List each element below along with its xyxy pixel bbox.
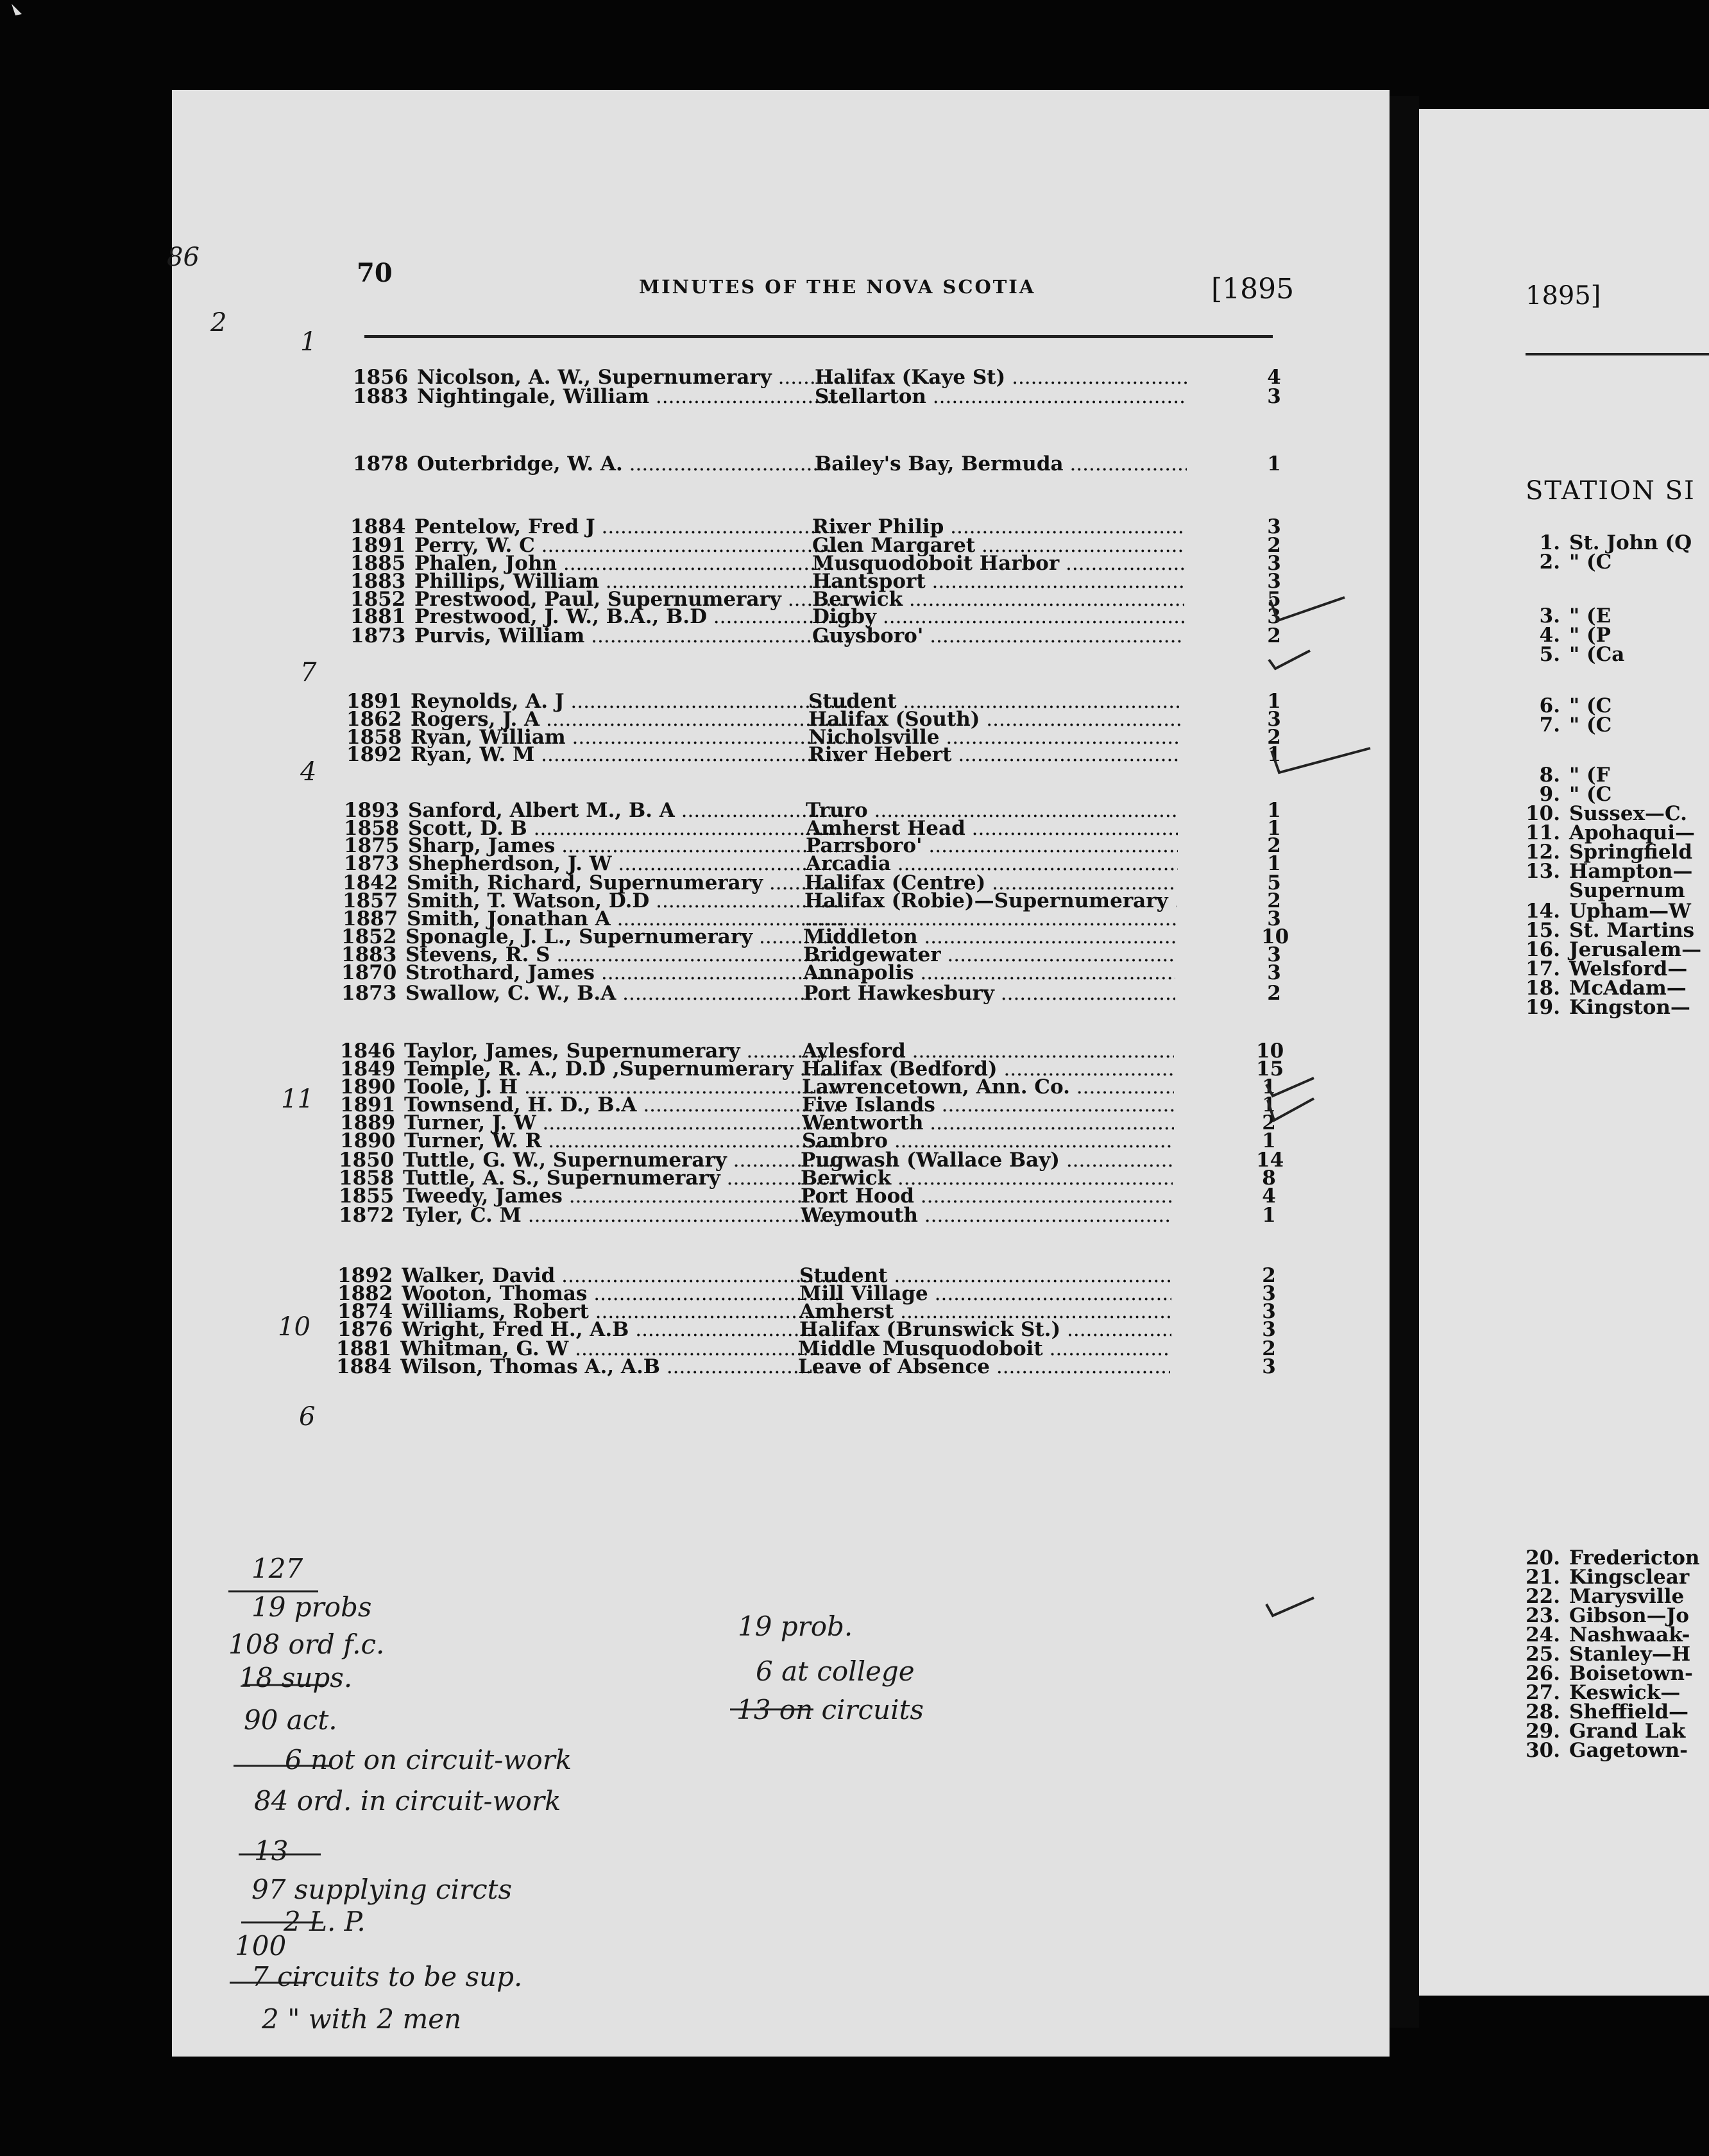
entry-name: Perry, W. C .....: [414, 534, 851, 557]
entry-years: 10: [1256, 1040, 1284, 1063]
entry-name: Scott, D. B .....: [408, 817, 844, 840]
tally-line: 19 probs: [251, 1591, 372, 1623]
station-number: 22.: [1526, 1585, 1560, 1608]
corner-mark-icon: [0, 0, 38, 38]
entry-station: Bailey's Bay, Bermuda .....: [815, 452, 1187, 475]
entry-name: Outerbridge, W. A. .....: [417, 452, 853, 475]
entry-station: Middle Musquodoboit .....: [798, 1337, 1170, 1360]
page-number: 70: [357, 258, 393, 288]
margin-count: 4: [300, 757, 317, 787]
station-number: 25.: [1526, 1643, 1560, 1666]
entry-name: Wright, Fred H., A.B .....: [402, 1318, 838, 1341]
entry-years: 1: [1267, 799, 1281, 822]
station-number: 15.: [1526, 919, 1560, 942]
entry-station: Berwick .....: [812, 588, 1184, 611]
entry-years: 1: [1267, 690, 1281, 713]
station-name: " (C: [1569, 783, 1612, 806]
station-number: 21.: [1526, 1566, 1560, 1589]
entry-name: Sponagle, J. L., Supernumerary .....: [405, 925, 842, 948]
entry-name: Swallow, C. W., B.A .....: [405, 982, 842, 1005]
station-number: 11.: [1526, 821, 1560, 844]
margin-count: 10: [278, 1312, 310, 1342]
left-page: [167, 90, 1390, 2057]
entry-years: 1: [1262, 1129, 1276, 1152]
station-name: Apohaqui—: [1569, 821, 1696, 844]
entry-years: 4: [1262, 1185, 1276, 1208]
tally-line: 2 " with 2 men: [262, 2003, 462, 2035]
station-name: Sheffield—: [1569, 1700, 1689, 1724]
entry-year: 1883: [341, 943, 397, 966]
entry-years: 1: [1267, 817, 1281, 840]
entry-station: Parrsboro' .....: [806, 834, 1178, 857]
margin-count: 1: [300, 327, 317, 357]
entry-name: Tweedy, James .....: [403, 1185, 839, 1208]
entry-years: 2: [1262, 1111, 1276, 1134]
running-head: MINUTES OF THE NOVA SCOTIA: [639, 276, 1036, 298]
station-name: Supernum: [1569, 879, 1685, 902]
entry-years: 1: [1267, 852, 1281, 875]
entry-name: Walker, David .....: [402, 1264, 838, 1287]
entry-station: Digby .....: [812, 605, 1184, 628]
station-name: Marysville: [1569, 1585, 1685, 1608]
tally-line: 13 on circuits: [736, 1694, 924, 1725]
entry-station: Hantsport .....: [812, 570, 1184, 593]
tally-line: 127: [251, 1553, 303, 1584]
station-number: 18.: [1526, 977, 1560, 1000]
entry-years: 15: [1256, 1057, 1284, 1081]
margin-count: 2: [210, 308, 227, 338]
station-number: 7.: [1539, 714, 1560, 737]
entry-years: 2: [1262, 1264, 1276, 1287]
entry-year: 1887: [343, 907, 398, 930]
tally-line: 100: [235, 1930, 287, 1962]
entry-station: Arcadia .....: [806, 852, 1178, 875]
entry-years: 1: [1267, 743, 1281, 766]
station-number: 3.: [1539, 604, 1560, 628]
entry-name: Tyler, C. M .....: [403, 1204, 839, 1227]
entry-years: 14: [1256, 1149, 1284, 1172]
tally-line: 19 prob.: [738, 1611, 853, 1642]
entry-years: 1: [1262, 1204, 1276, 1227]
station-number: 12.: [1526, 841, 1560, 864]
tally-line: 90 act.: [244, 1704, 337, 1736]
entry-name: Whitman, G. W .....: [400, 1337, 837, 1360]
entry-station: Middleton .....: [803, 925, 1175, 948]
station-number: 30.: [1526, 1739, 1560, 1762]
entry-name: Wilson, Thomas A., A.B .....: [400, 1355, 837, 1378]
tally-line: 6 not on circuit-work: [285, 1744, 572, 1775]
entry-year: 1890: [340, 1075, 396, 1099]
tally-line: 6 at college: [756, 1656, 915, 1687]
entry-year: 1883: [350, 570, 406, 593]
entry-name: Nicolson, A. W., Supernumerary .....: [417, 366, 853, 389]
station-number: 26.: [1526, 1662, 1560, 1685]
page-year: [1895: [1211, 273, 1295, 305]
entry-station: Musquodoboit Harbor .....: [812, 552, 1184, 575]
entry-year: 1846: [340, 1040, 396, 1063]
station-number: 14.: [1526, 900, 1560, 923]
binding-gutter: [1390, 96, 1419, 2028]
station-row: [1509, 643, 1624, 666]
entry-name: Prestwood, J. W., B.A., B.D .....: [414, 605, 851, 628]
right-heading: STATION SI: [1526, 476, 1696, 506]
entry-station: Weymouth .....: [801, 1204, 1173, 1227]
entry-name: Purvis, William .....: [414, 624, 851, 647]
station-row: [1509, 996, 1690, 1019]
entry-years: 3: [1262, 1318, 1276, 1341]
tally-line: 13: [254, 1835, 289, 1867]
entry-name: Tuttle, G. W., Supernumerary .....: [403, 1149, 839, 1172]
entry-year: 1876: [337, 1318, 393, 1341]
entry-years: 3: [1262, 1300, 1276, 1323]
entry-year: 1881: [350, 605, 406, 628]
entry-year: 1850: [339, 1149, 395, 1172]
station-row: [1509, 714, 1611, 737]
entry-station: Lawrencetown, Ann. Co. .....: [802, 1075, 1174, 1099]
station-row: [1509, 551, 1611, 574]
station-name: Welsford—: [1569, 957, 1688, 980]
station-number: 27.: [1526, 1681, 1560, 1704]
station-name: Hampton—: [1569, 860, 1693, 883]
station-name: Gagetown-: [1569, 1739, 1688, 1762]
entry-station: Leave of Absence .....: [798, 1355, 1170, 1378]
tally-line: 84 ord. in circuit-work: [254, 1785, 561, 1817]
entry-year: 1891: [340, 1093, 396, 1116]
entry-station: Halifax (Brunswick St.) .....: [799, 1318, 1171, 1341]
entry-years: 3: [1267, 708, 1281, 731]
entry-years: 5: [1267, 588, 1281, 611]
right-page-year: 1895]: [1526, 281, 1601, 311]
entry-year: 1872: [339, 1204, 395, 1227]
entry-years: 3: [1267, 552, 1281, 575]
station-name: " (P: [1569, 624, 1611, 647]
entry-name: Ryan, W. M .....: [411, 743, 847, 766]
entry-year: 1874: [337, 1300, 393, 1323]
station-name: " (F: [1569, 764, 1610, 787]
station-name: " (C: [1569, 694, 1612, 717]
entry-name: Rogers, J. A .....: [411, 708, 847, 731]
entry-station: Student .....: [808, 690, 1180, 713]
entry-years: 2: [1262, 1337, 1276, 1360]
entry-name: Wooton, Thomas .....: [402, 1282, 838, 1305]
entry-station: Pugwash (Wallace Bay) .....: [801, 1149, 1173, 1172]
entry-station: Guysboro' .....: [812, 624, 1184, 647]
entry-year: 1875: [344, 834, 400, 857]
entry-year: 1889: [340, 1111, 396, 1134]
station-name: " (E: [1569, 604, 1611, 628]
entry-year: 1842: [343, 871, 398, 894]
entry-year: 1856: [353, 366, 409, 389]
entry-years: 2: [1267, 889, 1281, 912]
entry-name: Ryan, William .....: [411, 726, 847, 749]
entry-year: 1885: [350, 552, 406, 575]
entry-name: Phillips, William .....: [414, 570, 851, 593]
station-name: Gibson—Jo: [1569, 1604, 1689, 1627]
entry-station: Mill Village .....: [799, 1282, 1171, 1305]
station-row: [1509, 1739, 1688, 1762]
entry-station: Halifax (Kaye St) .....: [815, 366, 1187, 389]
entry-name: Temple, R. A., D.D ,Supernumerary .....: [404, 1057, 840, 1081]
margin-count: 11: [281, 1084, 314, 1114]
station-number: 2.: [1539, 551, 1560, 574]
entry-name: Smith, T. Watson, D.D .....: [407, 889, 843, 912]
entry-station: Bridgewater .....: [803, 943, 1175, 966]
tally-line: 2 L. P.: [284, 1906, 366, 1937]
entry-name: Stevens, R. S .....: [405, 943, 842, 966]
entry-station: Nicholsville .....: [808, 726, 1180, 749]
right-header-rule: [1526, 353, 1709, 355]
entry-name: Smith, Jonathan A .....: [407, 907, 843, 930]
station-row: [1509, 879, 1685, 902]
entry-year: 1852: [341, 925, 397, 948]
entry-years: 5: [1267, 871, 1281, 894]
station-name: McAdam—: [1569, 977, 1687, 1000]
entry-year: 1884: [350, 515, 406, 538]
entry-year: 1852: [350, 588, 406, 611]
entry-name: Taylor, James, Supernumerary .....: [404, 1040, 840, 1063]
entry-year: 1873: [350, 624, 406, 647]
entry-year: 1873: [344, 852, 400, 875]
entry-years: 4: [1267, 366, 1281, 389]
entry-years: 3: [1267, 385, 1281, 408]
station-number: 16.: [1526, 938, 1560, 961]
entry-years: 2: [1267, 982, 1281, 1005]
entry-station: Five Islands .....: [802, 1093, 1174, 1116]
entry-year: 1857: [343, 889, 398, 912]
entry-year: 1882: [337, 1282, 393, 1305]
station-name: St. Martins: [1569, 919, 1695, 942]
station-number: 10.: [1526, 802, 1560, 825]
entry-name: Williams, Robert .....: [402, 1300, 838, 1323]
station-name: Boisetown-: [1569, 1662, 1693, 1685]
entry-station: Halifax (Centre) .....: [804, 871, 1177, 894]
entry-year: 1891: [350, 534, 406, 557]
station-name: Sussex—C.: [1569, 802, 1687, 825]
station-name: " (C: [1569, 714, 1612, 737]
entry-station: Halifax (Bedford) .....: [802, 1057, 1174, 1081]
station-name: Upham—W: [1569, 900, 1691, 923]
entry-years: 2: [1267, 624, 1281, 647]
entry-year: 1858: [339, 1167, 395, 1190]
entry-year: 1858: [346, 726, 402, 749]
entry-year: 1870: [341, 961, 397, 984]
entry-station: Aylesford .....: [802, 1040, 1174, 1063]
station-name: Stanley—H: [1569, 1643, 1691, 1666]
entry-years: 2: [1267, 834, 1281, 857]
entry-years: 1: [1267, 452, 1281, 475]
entry-year: 1893: [344, 799, 400, 822]
station-number: 19.: [1526, 996, 1560, 1019]
entry-year: 1892: [337, 1264, 393, 1287]
entry-station: Port Hawkesbury .....: [803, 982, 1175, 1005]
station-name: Nashwaak-: [1569, 1623, 1690, 1647]
entry-year: 1862: [346, 708, 402, 731]
entry-years: 1: [1262, 1075, 1276, 1099]
entry-station: Student .....: [799, 1264, 1171, 1287]
right-page: [1419, 109, 1709, 1996]
entry-station: Halifax (Robie)—Supernumerary .....: [804, 889, 1177, 912]
entry-name: Pentelow, Fred J .....: [414, 515, 851, 538]
entry-year: 1891: [346, 690, 402, 713]
entry-name: Prestwood, Paul, Supernumerary .....: [414, 588, 851, 611]
entry-year: 1884: [336, 1355, 392, 1378]
entry-years: 3: [1267, 570, 1281, 593]
tally-line: 7 circuits to be sup.: [251, 1961, 523, 1992]
tally-line: 108 ord f.c.: [228, 1629, 385, 1660]
entry-name: Strothard, James .....: [405, 961, 842, 984]
entry-station: Amherst Head .....: [806, 817, 1178, 840]
station-name: Kingston—: [1569, 996, 1690, 1019]
station-name: Fredericton: [1569, 1546, 1700, 1570]
entry-name: Sharp, James .....: [408, 834, 844, 857]
entry-station: Annapolis .....: [803, 961, 1175, 984]
station-number: 29.: [1526, 1720, 1560, 1743]
station-number: 23.: [1526, 1604, 1560, 1627]
entry-name: Toole, J. H .....: [404, 1075, 840, 1099]
station-name: St. John (Q: [1569, 531, 1692, 554]
entry-station: Port Hood .....: [801, 1185, 1173, 1208]
station-number: 8.: [1539, 764, 1560, 787]
entry-name: Smith, Richard, Supernumerary .....: [407, 871, 843, 894]
station-number: 13.: [1526, 860, 1560, 883]
entry-years: 8: [1262, 1167, 1276, 1190]
entry-name: Shepherdson, J. W .....: [408, 852, 844, 875]
entry-name: Sanford, Albert M., B. A .....: [408, 799, 844, 822]
tally-line: 18 sups.: [239, 1662, 353, 1693]
entry-year: 1892: [346, 743, 402, 766]
station-name: Keswick—: [1569, 1681, 1681, 1704]
tally-line: 97 supplying circts: [251, 1874, 513, 1905]
station-number: 17.: [1526, 957, 1560, 980]
entry-station: Sambro .....: [802, 1129, 1174, 1152]
station-number: 28.: [1526, 1700, 1560, 1724]
station-number: 1.: [1539, 531, 1560, 554]
entry-year: 1878: [353, 452, 409, 475]
entry-year: 1858: [344, 817, 400, 840]
entry-year: 1855: [339, 1185, 395, 1208]
entry-years: 2: [1267, 726, 1281, 749]
entry-station: Glen Margaret .....: [812, 534, 1184, 557]
station-name: " (C: [1569, 551, 1612, 574]
entry-years: 3: [1267, 961, 1281, 984]
entry-station: River Hebert .....: [808, 743, 1180, 766]
entry-years: 10: [1261, 925, 1289, 948]
entry-name: Turner, W. R .....: [404, 1129, 840, 1152]
entry-years: 3: [1267, 515, 1281, 538]
entry-year: 1883: [353, 385, 409, 408]
entry-years: 3: [1267, 907, 1281, 930]
entry-year: 1873: [341, 982, 397, 1005]
entry-name: Turner, J. W .....: [404, 1111, 840, 1134]
entry-years: 3: [1262, 1355, 1276, 1378]
station-name: " (Ca: [1569, 643, 1625, 666]
entry-years: 3: [1262, 1282, 1276, 1305]
station-number: 4.: [1539, 624, 1560, 647]
entry-name: Townsend, H. D., B.A .....: [404, 1093, 840, 1116]
station-name: Jerusalem—: [1569, 938, 1702, 961]
station-name: Springfield: [1569, 841, 1693, 864]
entry-years: 3: [1267, 943, 1281, 966]
margin-count: 86: [167, 243, 200, 272]
entry-year: 1849: [340, 1057, 396, 1081]
station-number: 24.: [1526, 1623, 1560, 1647]
entry-station: Berwick .....: [801, 1167, 1173, 1190]
entry-year: 1881: [336, 1337, 392, 1360]
entry-name: Phalen, John .....: [414, 552, 851, 575]
entry-station: Amherst .....: [799, 1300, 1171, 1323]
margin-count: 6: [299, 1402, 316, 1432]
station-name: Kingsclear: [1569, 1566, 1690, 1589]
entry-years: 2: [1267, 534, 1281, 557]
station-number: 9.: [1539, 783, 1560, 806]
entry-station: Truro .....: [806, 799, 1178, 822]
entry-name: Reynolds, A. J .....: [411, 690, 847, 713]
entry-years: 3: [1267, 605, 1281, 628]
margin-count: 7: [300, 658, 317, 687]
entry-year: 1890: [340, 1129, 396, 1152]
entry-station: Halifax (South) .....: [808, 708, 1180, 731]
station-name: Grand Lak: [1569, 1720, 1686, 1743]
entry-station: Wentworth .....: [802, 1111, 1174, 1134]
station-number: 20.: [1526, 1546, 1560, 1570]
entry-name: Nightingale, William .....: [417, 385, 853, 408]
entry-station: River Philip .....: [812, 515, 1184, 538]
entry-station: Stellarton .....: [815, 385, 1187, 408]
entry-years: 1: [1262, 1093, 1276, 1116]
station-number: 6.: [1539, 694, 1560, 717]
entry-name: Tuttle, A. S., Supernumerary .....: [403, 1167, 839, 1190]
station-number: 5.: [1539, 643, 1560, 666]
